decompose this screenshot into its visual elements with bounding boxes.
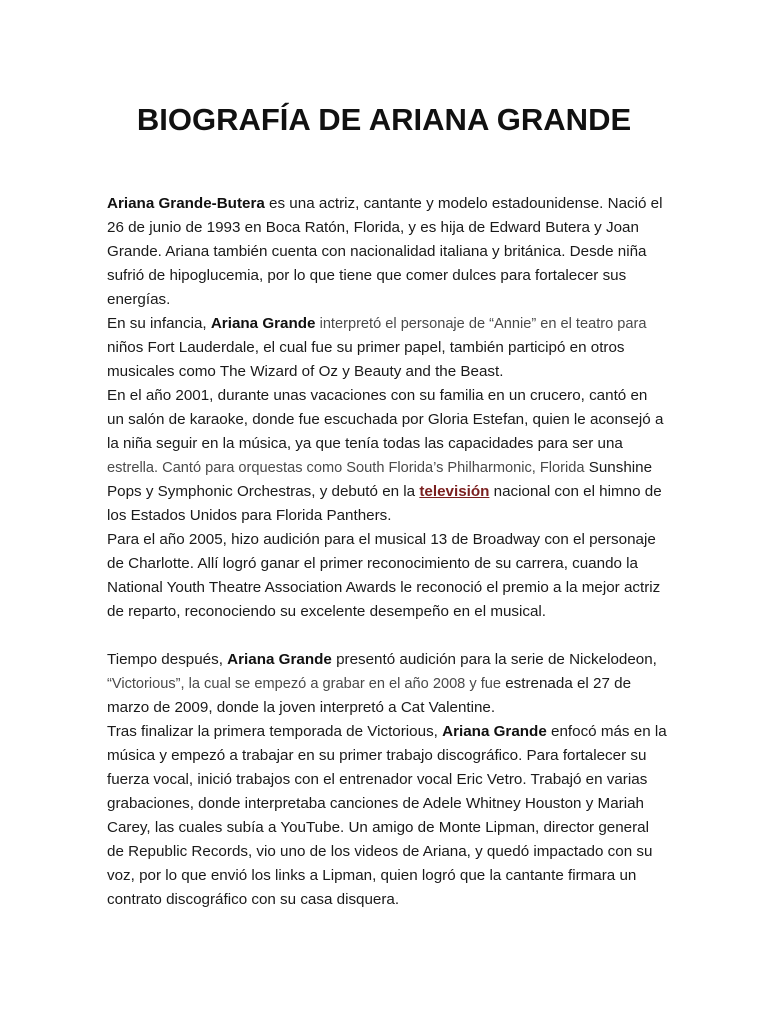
- paragraph-2001: [107, 384, 667, 528]
- paragraph-text: niños Fort Lauderdale, el cual fue su primer papel, también participó en otros musicales como The Wizard of Oz y Beauty and the Beast.: [107, 339, 625, 380]
- paragraph-victorious: [107, 648, 667, 720]
- paragraph-text: estrenada el 27 de marzo de 2009, donde la joven interpretó a Cat Valentine.: [107, 675, 632, 716]
- television-link[interactable]: televisión: [419, 483, 490, 500]
- paragraph-text: Para el año 2005, hizo audición para el musical 13 de Broadway con el personaje de Charlotte. Allí logró ganar el primer reconocimiento de su carrera, cuando la National Youth Theatre Association Awards le reconoció el premio a la mejor actriz de reparto, reconociendo su excelente desempeño en el musical.: [107, 531, 661, 620]
- paragraph-childhood: [107, 312, 667, 384]
- document-body: [107, 192, 667, 912]
- subject-name: Ariana Grande: [442, 723, 547, 740]
- paragraph-text: En su infancia,: [107, 315, 211, 332]
- paragraph-text: Tras finalizar la primera temporada de Victorious,: [107, 723, 443, 740]
- paragraph-2005: [107, 528, 667, 624]
- paragraph-music-career: [107, 720, 667, 912]
- paragraph-text-soft: interpretó el personaje de “Annie” en el teatro para: [315, 316, 647, 332]
- paragraph-text: nacional con el himno de los Estados Unidos para Florida Panthers.: [107, 483, 662, 524]
- paragraph-text: Tiempo después,: [107, 651, 228, 668]
- subject-name: Ariana Grande: [227, 651, 332, 668]
- document-title: BIOGRAFÍA DE ARIANA GRANDE: [136, 102, 632, 137]
- paragraph-text: presentó audición para la serie de Nickelodeon,: [331, 651, 657, 668]
- paragraph-text-soft: estrella. Cantó para orquestas como South Florida’s Philharmonic, Florida: [107, 460, 585, 476]
- paragraph-text: es una actriz, cantante y modelo estadounidense. Nació el 26 de junio de 1993 en Boca Ratón, Florida, y es hija de Edward Butera y Joan Grande. Ariana también cuenta con nacionalidad italiana y británica. Desde niña sufrió de hipoglucemia, por lo que tiene que comer dulces para fortalecer sus energías.: [107, 195, 663, 308]
- paragraph-text-soft: “Victorious”, la cual se empezó a grabar en el año 2008 y fue: [107, 676, 501, 692]
- paragraph-text: enfocó más en la música y empezó a trabajar en su primer trabajo discográfico. Para fortalecer su fuerza vocal, inició trabajos con el entrenador vocal Eric Vetro. Trabajó en varias grabaciones, donde interpretaba canciones de Adele Whitney Houston y Mariah Carey, las cuales subía a YouTube. Un amigo de Monte Lipman, director general de Republic Records, vio uno de los videos de Ariana, y quedó impactado con su voz, por lo que envió los links a Lipman, quien logró que la cantante firmara un contrato discográfico con su casa disquera.: [107, 723, 667, 908]
- paragraph-text: Sunshine Pops y Symphonic Orchestras, y debutó en la: [107, 459, 653, 500]
- subject-name: Ariana Grande-Butera: [107, 195, 265, 212]
- paragraph-intro: [107, 192, 667, 312]
- subject-name: Ariana Grande: [210, 315, 316, 332]
- paragraph-text: En el año 2001, durante unas vacaciones con su familia en un crucero, cantó en un salón de karaoke, donde fue escuchada por Gloria Estefan, quien le aconsejó a la niña seguir en la música, ya que tenía todas las capacidades para ser una: [107, 387, 664, 452]
